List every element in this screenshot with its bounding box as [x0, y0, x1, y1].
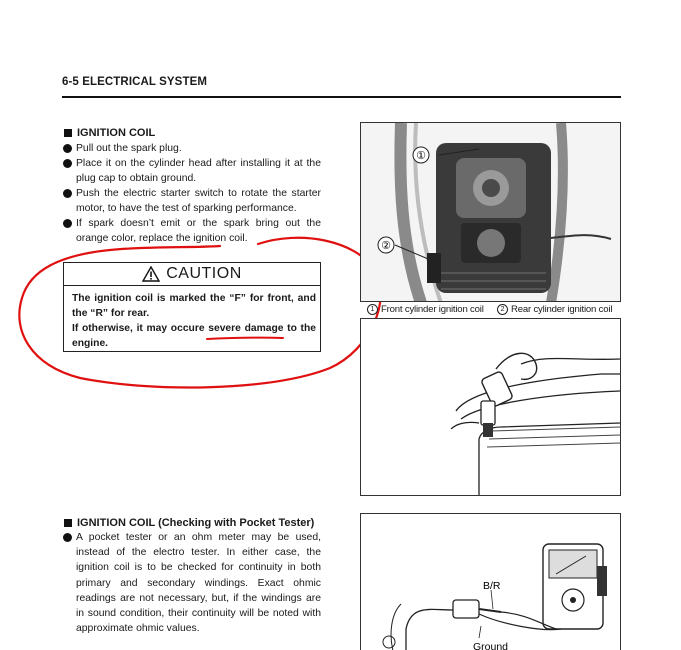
caution-text: The ignition coil is marked the “F” for front, and the “R” for rear. If otherwise, it may occure severe damage to the engine.	[72, 293, 316, 349]
ground-label: Ground	[473, 641, 509, 650]
spark-plug-illustration	[361, 319, 621, 496]
list-item: If spark doesn’t emit or the spark bring out the orange color, replace the ignition coil.	[63, 216, 321, 246]
circled-number-2: 2	[497, 304, 508, 315]
pocket-tester-drawing	[360, 513, 621, 650]
engine-photo	[360, 122, 621, 302]
pocket-tester-heading	[64, 517, 314, 529]
list-item: Push the electric starter switch to rotate the starter motor, to have the test of sparking performance.	[63, 186, 321, 216]
list-item: Place it on the cylinder head after installing it at the plug cap to obtain ground.	[63, 156, 321, 186]
pocket-tester-paragraph	[63, 530, 321, 636]
caption-front-coil: 1 Front cylinder ignition coil	[367, 304, 484, 315]
engine-illustration	[361, 123, 621, 302]
caution-title: CAUTION	[166, 265, 242, 282]
tester-illustration	[361, 514, 621, 650]
callout-2-label: ②	[381, 240, 391, 252]
red-underline-annotation	[207, 338, 283, 339]
square-bullet-icon	[64, 519, 72, 527]
list-item: A pocket tester or an ohm meter may be used, instead of the electro tester. In either case, the ignition coil is to be checked for continuity in both primary and secondary windings. Exact ohmic readings are not necessary, but, if the windings are in sound condition, their continuity will be noted with approximate ohmic values.	[63, 530, 321, 636]
severe-damage-text: severe damage	[208, 323, 284, 334]
ignition-coil-title: IGNITION COIL	[77, 127, 156, 139]
bullet-dot-icon	[63, 533, 72, 542]
pocket-tester-title: IGNITION COIL (Checking with Pocket Tester)	[77, 517, 315, 529]
red-circle-annotation	[19, 238, 380, 388]
list-item: Pull out the spark plug.	[63, 141, 321, 156]
caption-rear-coil: 2 Rear cylinder ignition coil	[497, 304, 612, 315]
circled-number-1: 1	[367, 304, 378, 315]
callout-1-label: ①	[416, 150, 426, 162]
br-label: B/R	[483, 580, 501, 592]
spark-plug-drawing	[360, 318, 621, 496]
section-header: 6-5 ELECTRICAL SYSTEM	[62, 76, 208, 88]
